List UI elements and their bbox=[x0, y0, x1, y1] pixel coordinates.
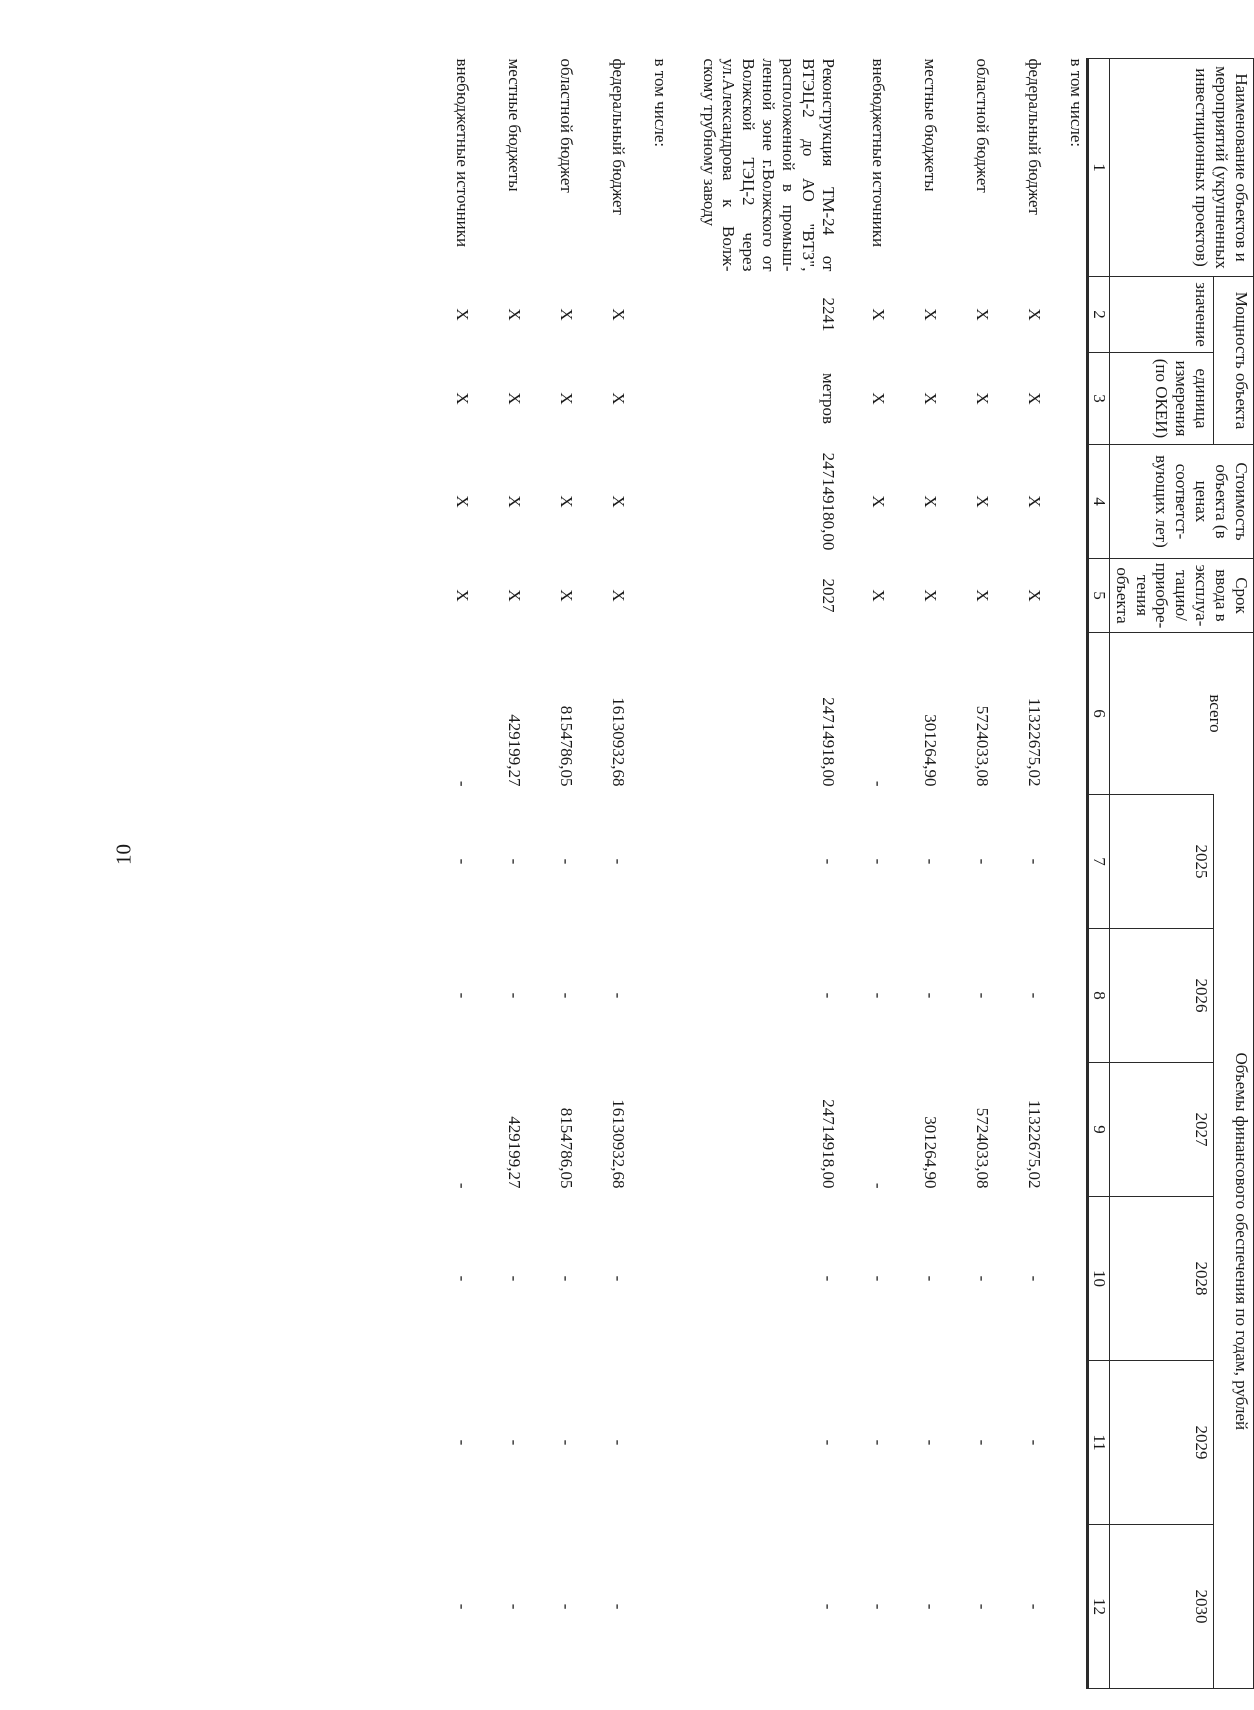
table-cell: - bbox=[452, 858, 472, 865]
table-cell: 24714918,00 bbox=[818, 697, 838, 787]
column-number: 1 bbox=[1087, 59, 1109, 277]
header-capacity-value: значение bbox=[1109, 277, 1213, 353]
column-numbers-row bbox=[1087, 59, 1109, 1689]
table-cell: - bbox=[868, 858, 888, 865]
table-cell: - bbox=[504, 858, 524, 865]
header-total: всего bbox=[1206, 694, 1225, 733]
table-cell: 429199,27 bbox=[504, 714, 524, 787]
object-name: Реконструкция ТМ-24 от ВТЭЦ-2 до АО "ВТЗ", расположенной в промыш-ленной зоне г.Волжского от Волжской ТЭЦ-2 через ул.Александрова к Волж-скому трубному заводу bbox=[699, 58, 838, 272]
table-cell: X bbox=[608, 495, 628, 508]
row-name-cell: местные бюджеты bbox=[504, 58, 524, 192]
table-cell: X bbox=[972, 495, 992, 508]
table-cell: 8154786,05 bbox=[556, 705, 576, 787]
table-cell: X bbox=[1024, 589, 1044, 602]
table-cell bbox=[634, 353, 670, 445]
column-number: 8 bbox=[1087, 929, 1109, 1063]
table-cell: - bbox=[452, 780, 472, 787]
table-cell: - bbox=[868, 992, 888, 999]
table-cell: X bbox=[556, 392, 576, 405]
table-cell: - bbox=[818, 1603, 838, 1610]
table-cell: - bbox=[1024, 1439, 1044, 1446]
funding-source-row bbox=[582, 59, 634, 1689]
table-cell bbox=[634, 1525, 670, 1689]
table-cell: 301264,90 bbox=[920, 714, 940, 787]
header-capacity-unit: единица измерения (по ОКЕИ) bbox=[1109, 353, 1213, 445]
header-year: 2029 bbox=[1109, 1361, 1213, 1525]
table-cell: X bbox=[504, 392, 524, 405]
row-name-cell: областной бюджет bbox=[972, 58, 992, 193]
table-cell: - bbox=[504, 1275, 524, 1282]
header-year: 2030 bbox=[1109, 1525, 1213, 1689]
table-cell: - bbox=[868, 1182, 888, 1189]
column-number: 5 bbox=[1087, 559, 1109, 633]
table-cell: - bbox=[504, 1439, 524, 1446]
table-cell: - bbox=[608, 1275, 628, 1282]
table-cell: X bbox=[608, 589, 628, 602]
table-cell: X bbox=[868, 589, 888, 602]
table-cell: - bbox=[868, 1603, 888, 1610]
table-cell: X bbox=[920, 308, 940, 321]
row-name-cell: внебюджетные источники bbox=[868, 58, 888, 248]
header-year: 2028 bbox=[1109, 1197, 1213, 1361]
column-number: 2 bbox=[1087, 277, 1109, 353]
table-cell: X bbox=[608, 308, 628, 321]
table-cell bbox=[1050, 277, 1088, 353]
table-cell: 429199,27 bbox=[504, 1116, 524, 1189]
table-cell: X bbox=[868, 495, 888, 508]
page-number: 10 bbox=[111, 844, 136, 865]
table-cell: X bbox=[452, 392, 472, 405]
table-cell bbox=[1050, 633, 1088, 795]
column-number: 4 bbox=[1087, 445, 1109, 559]
funding-source-row bbox=[530, 59, 582, 1689]
table-cell: - bbox=[556, 1275, 576, 1282]
table-cell: 8154786,05 bbox=[556, 1107, 576, 1189]
header-year: 2026 bbox=[1109, 929, 1213, 1063]
table-cell: - bbox=[920, 1439, 940, 1446]
table-cell: X bbox=[556, 589, 576, 602]
table-cell: 247149180,00 bbox=[818, 452, 838, 551]
row-name-cell: федеральный бюджет bbox=[1024, 58, 1044, 215]
object-row bbox=[670, 59, 842, 1689]
table-cell: - bbox=[504, 992, 524, 999]
table-cell bbox=[634, 559, 670, 633]
funding-source-row bbox=[426, 59, 478, 1689]
funding-source-row bbox=[946, 59, 998, 1689]
row-name-cell: федеральный бюджет bbox=[608, 58, 628, 215]
column-number: 7 bbox=[1087, 795, 1109, 929]
table-cell: 301264,90 bbox=[920, 1116, 940, 1189]
column-number: 11 bbox=[1087, 1361, 1109, 1525]
funding-source-row bbox=[842, 59, 894, 1689]
table-cell: - bbox=[920, 992, 940, 999]
column-number: 3 bbox=[1087, 353, 1109, 445]
table-cell: X bbox=[1024, 308, 1044, 321]
table-cell: - bbox=[556, 992, 576, 999]
table-cell: - bbox=[868, 780, 888, 787]
table-cell: - bbox=[452, 1439, 472, 1446]
table-cell: - bbox=[556, 1603, 576, 1610]
table-cell: - bbox=[868, 1439, 888, 1446]
table-cell: - bbox=[608, 1603, 628, 1610]
funding-source-row bbox=[998, 59, 1050, 1689]
table-cell: - bbox=[608, 992, 628, 999]
header-total-spacer bbox=[1109, 633, 1253, 795]
table-cell: X bbox=[972, 589, 992, 602]
column-number: 9 bbox=[1087, 1063, 1109, 1197]
table-cell: X bbox=[504, 589, 524, 602]
table-cell: X bbox=[556, 495, 576, 508]
table-cell: - bbox=[1024, 1603, 1044, 1610]
row-name-cell: в том числе: bbox=[1066, 58, 1086, 148]
table-cell: X bbox=[972, 308, 992, 321]
header-funding: Объемы финансового обеспечения по годам, рублей bbox=[1213, 795, 1253, 1689]
table-cell: - bbox=[920, 858, 940, 865]
table-cell: - bbox=[1024, 1275, 1044, 1282]
header-capacity: Мощность объекта bbox=[1213, 277, 1253, 445]
header-year: 2027 bbox=[1109, 1063, 1213, 1197]
table-cell: - bbox=[556, 1439, 576, 1446]
row-name-cell bbox=[670, 59, 842, 277]
financing-table bbox=[426, 58, 1254, 1689]
table-cell: X bbox=[868, 308, 888, 321]
table-cell: X bbox=[920, 495, 940, 508]
table-cell: X bbox=[504, 495, 524, 508]
subheading-row bbox=[1050, 59, 1088, 1689]
table-cell: - bbox=[818, 858, 838, 865]
table-cell: 24714918,00 bbox=[818, 1099, 838, 1189]
subheading-row bbox=[634, 59, 670, 1689]
table-cell: - bbox=[1024, 858, 1044, 865]
header-name: Наименование объектов и мероприятий (укрупненных инвестиционных проектов) bbox=[1109, 59, 1253, 277]
table-cell: 2241 bbox=[818, 297, 838, 332]
table-cell bbox=[1050, 795, 1088, 929]
row-name-cell: областной бюджет bbox=[556, 58, 576, 193]
table-cell: X bbox=[608, 392, 628, 405]
table-cell bbox=[634, 445, 670, 559]
header-term: Срок ввода в эксплуа-тацию/ приобре-тения объекта bbox=[1109, 559, 1253, 633]
table-cell bbox=[634, 929, 670, 1063]
funding-source-row bbox=[894, 59, 946, 1689]
header-cost: Стоимость объекта (в ценах соответст-вующих лет) bbox=[1109, 445, 1253, 559]
table-cell: X bbox=[868, 392, 888, 405]
table-cell: X bbox=[504, 308, 524, 321]
header-year: 2025 bbox=[1109, 795, 1213, 929]
table-cell bbox=[634, 633, 670, 795]
table-cell: - bbox=[452, 1275, 472, 1282]
table-body bbox=[426, 59, 1088, 1689]
table-cell: - bbox=[452, 1603, 472, 1610]
table-cell: 5724033,08 bbox=[972, 705, 992, 787]
row-name-cell: внебюджетные источники bbox=[452, 58, 472, 248]
table-cell: - bbox=[452, 1182, 472, 1189]
table-cell: - bbox=[818, 1439, 838, 1446]
column-number: 12 bbox=[1087, 1525, 1109, 1689]
table-cell: X bbox=[972, 392, 992, 405]
table-cell bbox=[634, 277, 670, 353]
table-cell: X bbox=[452, 589, 472, 602]
table-cell: - bbox=[868, 1275, 888, 1282]
table-cell: метров bbox=[818, 373, 838, 424]
table-cell: 11322675,02 bbox=[1024, 1099, 1044, 1189]
table-cell: - bbox=[818, 1275, 838, 1282]
table-cell: - bbox=[556, 858, 576, 865]
table-cell bbox=[1050, 1197, 1088, 1361]
table-cell: X bbox=[920, 589, 940, 602]
table-cell: X bbox=[556, 308, 576, 321]
table-cell bbox=[1050, 353, 1088, 445]
table-cell: 5724033,08 bbox=[972, 1107, 992, 1189]
table-cell: - bbox=[452, 992, 472, 999]
table-cell: - bbox=[972, 992, 992, 999]
table-cell: - bbox=[608, 858, 628, 865]
table-cell bbox=[1050, 445, 1088, 559]
table-cell: - bbox=[818, 992, 838, 999]
financing-table-sheet bbox=[158, 58, 1254, 1688]
column-number: 6 bbox=[1087, 633, 1109, 795]
table-cell bbox=[634, 1197, 670, 1361]
table-cell: X bbox=[452, 308, 472, 321]
table-cell bbox=[1050, 929, 1088, 1063]
table-cell: 2027 bbox=[818, 578, 838, 613]
table-cell: - bbox=[920, 1275, 940, 1282]
table-cell: 16130932,68 bbox=[608, 1099, 628, 1189]
table-cell bbox=[1050, 1525, 1088, 1689]
funding-source-row bbox=[478, 59, 530, 1689]
table-cell: - bbox=[972, 1275, 992, 1282]
table-cell: - bbox=[504, 1603, 524, 1610]
table-cell bbox=[634, 1063, 670, 1197]
table-cell: - bbox=[972, 1603, 992, 1610]
table-cell: X bbox=[920, 392, 940, 405]
table-cell: X bbox=[452, 495, 472, 508]
row-name-cell: в том числе: bbox=[650, 58, 670, 148]
table-cell bbox=[1050, 559, 1088, 633]
table-cell: - bbox=[1024, 992, 1044, 999]
table-cell: - bbox=[608, 1439, 628, 1446]
table-cell: - bbox=[972, 858, 992, 865]
table-cell: 11322675,02 bbox=[1024, 697, 1044, 787]
table-cell: - bbox=[920, 1603, 940, 1610]
table-cell bbox=[1050, 1361, 1088, 1525]
row-name-cell: местные бюджеты bbox=[920, 58, 940, 192]
table-cell: - bbox=[972, 1439, 992, 1446]
table-cell bbox=[634, 1361, 670, 1525]
column-number: 10 bbox=[1087, 1197, 1109, 1361]
table-cell bbox=[634, 795, 670, 929]
table-cell: X bbox=[1024, 495, 1044, 508]
table-cell: 16130932,68 bbox=[608, 697, 628, 787]
table-cell: X bbox=[1024, 392, 1044, 405]
table-cell bbox=[1050, 1063, 1088, 1197]
